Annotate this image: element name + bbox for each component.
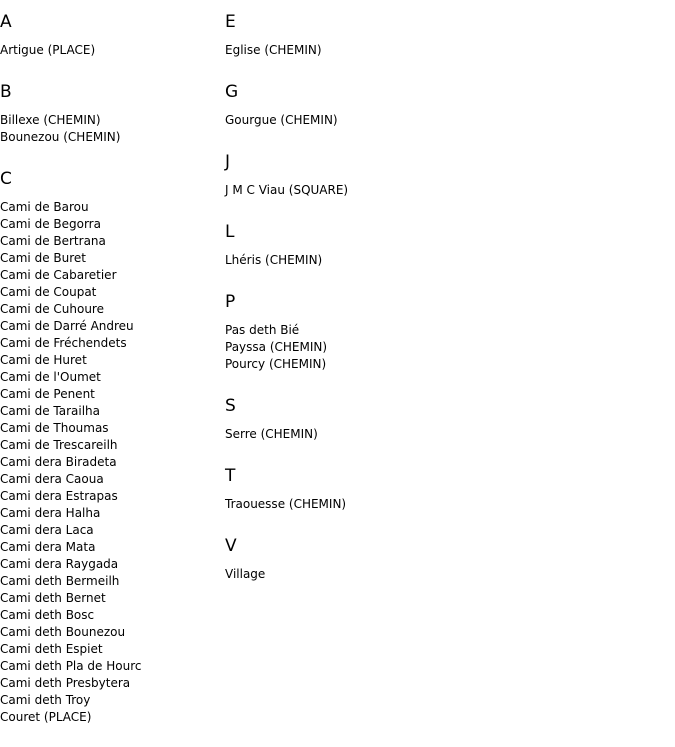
street-link[interactable]: Payssa (CHEMIN) (225, 340, 328, 354)
street-link[interactable]: Lhéris (CHEMIN) (225, 253, 323, 267)
letter-section (225, 464, 625, 513)
street-link[interactable]: Cami deth Bermeilh (0, 574, 120, 588)
street-link[interactable]: Artigue (PLACE) (0, 43, 96, 57)
street-list (225, 496, 625, 513)
street-list (225, 252, 625, 269)
street-list (225, 182, 625, 199)
letter-section (225, 10, 625, 59)
letter-heading: T (225, 466, 236, 486)
street-link[interactable]: Cami de Buret (0, 251, 86, 265)
street-link[interactable]: Bounezou (CHEMIN) (0, 130, 121, 144)
street-link[interactable]: Gourgue (CHEMIN) (225, 113, 338, 127)
street-link[interactable]: Cami deth Bounezou (0, 625, 126, 639)
street-link[interactable]: Cami dera Estrapas (0, 489, 118, 503)
street-link[interactable]: Cami dera Biradeta (0, 455, 117, 469)
letter-section (225, 150, 625, 199)
letter-heading: G (225, 82, 239, 102)
street-link[interactable]: Cami dera Raygada (0, 557, 119, 571)
street-list (225, 42, 625, 59)
street-link[interactable]: Cami de Cuhoure (0, 302, 104, 316)
letter-section (0, 10, 220, 59)
letter-heading: C (0, 169, 12, 189)
street-link[interactable]: Cami deth Presbytera (0, 676, 131, 690)
street-list (0, 199, 220, 726)
street-link[interactable]: Billexe (CHEMIN) (0, 113, 101, 127)
street-link[interactable]: Cami deth Espiet (0, 642, 103, 656)
street-link[interactable]: Cami de Huret (0, 353, 87, 367)
street-list (225, 566, 625, 583)
street-link[interactable]: Cami deth Pla de Hourc (0, 659, 142, 673)
street-link[interactable]: Cami de Coupat (0, 285, 97, 299)
street-link[interactable]: J M C Viau (SQUARE) (225, 183, 349, 197)
letter-section (225, 80, 625, 129)
street-list (225, 112, 625, 129)
street-index-left-column (0, 10, 220, 747)
letter-heading: B (0, 82, 12, 102)
street-link[interactable]: Cami de Barou (0, 200, 89, 214)
street-link[interactable]: Cami de Fréchendets (0, 336, 127, 350)
street-link[interactable]: Cami dera Halha (0, 506, 101, 520)
street-link[interactable]: Cami dera Caoua (0, 472, 104, 486)
street-link[interactable]: Eglise (CHEMIN) (225, 43, 322, 57)
street-link[interactable]: Pourcy (CHEMIN) (225, 357, 327, 371)
letter-section (225, 534, 625, 583)
letter-heading: J (225, 152, 231, 172)
street-list (225, 426, 625, 443)
street-index-right-column (225, 10, 625, 604)
letter-heading: S (225, 396, 236, 416)
letter-heading: A (0, 12, 12, 32)
letter-section (0, 167, 220, 726)
street-link[interactable]: Serre (CHEMIN) (225, 427, 318, 441)
street-link[interactable]: Cami de Tarailha (0, 404, 100, 418)
street-link[interactable]: Cami de Darré Andreu (0, 319, 134, 333)
street-link[interactable]: Cami deth Bernet (0, 591, 106, 605)
letter-heading: L (225, 222, 235, 242)
street-link[interactable]: Cami de Cabaretier (0, 268, 117, 282)
street-link[interactable]: Cami deth Bosc (0, 608, 95, 622)
street-link[interactable]: Cami de Trescareilh (0, 438, 118, 452)
letter-heading: V (225, 536, 237, 556)
letter-section (225, 220, 625, 269)
street-link[interactable]: Cami de Begorra (0, 217, 101, 231)
street-link[interactable]: Cami de l'Oumet (0, 370, 101, 384)
street-list (0, 42, 220, 59)
street-link[interactable]: Village (225, 567, 266, 581)
street-link[interactable]: Couret (PLACE) (0, 710, 92, 724)
street-link[interactable]: Pas deth Bié (225, 323, 300, 337)
letter-heading: E (225, 12, 236, 32)
street-link[interactable]: Traouesse (CHEMIN) (225, 497, 347, 511)
letter-section (225, 290, 625, 373)
letter-section (225, 394, 625, 443)
street-link[interactable]: Cami deth Troy (0, 693, 91, 707)
street-list (0, 112, 220, 146)
street-link[interactable]: Cami de Penent (0, 387, 95, 401)
street-link[interactable]: Cami de Thoumas (0, 421, 109, 435)
street-link[interactable]: Cami de Bertrana (0, 234, 106, 248)
letter-section (0, 80, 220, 146)
street-link[interactable]: Cami dera Laca (0, 523, 94, 537)
street-link[interactable]: Cami dera Mata (0, 540, 96, 554)
letter-heading: P (225, 292, 236, 312)
street-list (225, 322, 625, 373)
